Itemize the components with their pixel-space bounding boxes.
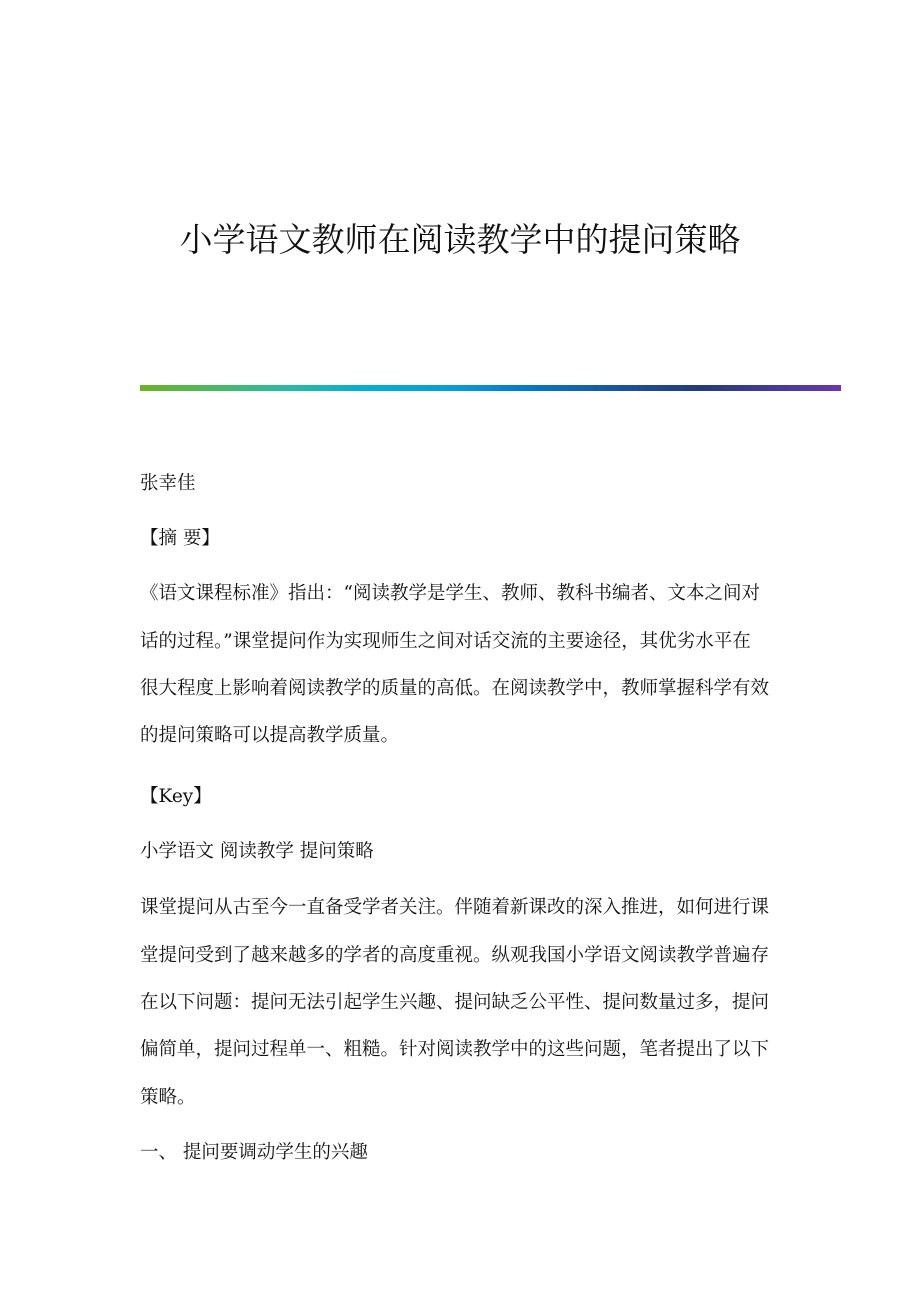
keywords: 小学语文 阅读教学 提问策略	[140, 841, 374, 862]
section-heading: 一、 提问要调动学生的兴趣	[140, 1142, 368, 1163]
body-line: 课堂提问从古至今一直备受学者关注。伴随着新课改的深入推进，如何进行课	[140, 897, 770, 918]
abstract-heading: 【摘 要】	[140, 528, 220, 549]
key-heading: 【Key】	[140, 786, 212, 807]
abstract-line: 《语文课程标准》指出：“阅读教学是学生、教师、教科书编者、文本之间对	[140, 583, 760, 604]
body-line: 偏简单，提问过程单一、粗糙。针对阅读教学中的这些问题，笔者提出了以下	[140, 1039, 770, 1060]
body-line: 在以下问题：提问无法引起学生兴趣、提问缺乏公平性、提问数量过多，提问	[140, 992, 770, 1013]
abstract-line: 的提问策略可以提高教学质量。	[140, 725, 400, 746]
author: 张幸佳	[140, 473, 196, 494]
document-title: 小学语文教师在阅读教学中的提问策略	[179, 220, 741, 259]
abstract-line: 很大程度上影响着阅读教学的质量的高低。在阅读教学中，教师掌握科学有效	[140, 678, 770, 699]
abstract-line: 话的过程。”课堂提问作为实现师生之间对话交流的主要途径，其优劣水平在	[140, 631, 751, 652]
body-line: 堂提问受到了越来越多的学者的高度重视。纵观我国小学语文阅读教学普遍存	[140, 945, 770, 966]
body-line: 策略。	[140, 1087, 196, 1108]
gradient-divider	[140, 385, 841, 391]
